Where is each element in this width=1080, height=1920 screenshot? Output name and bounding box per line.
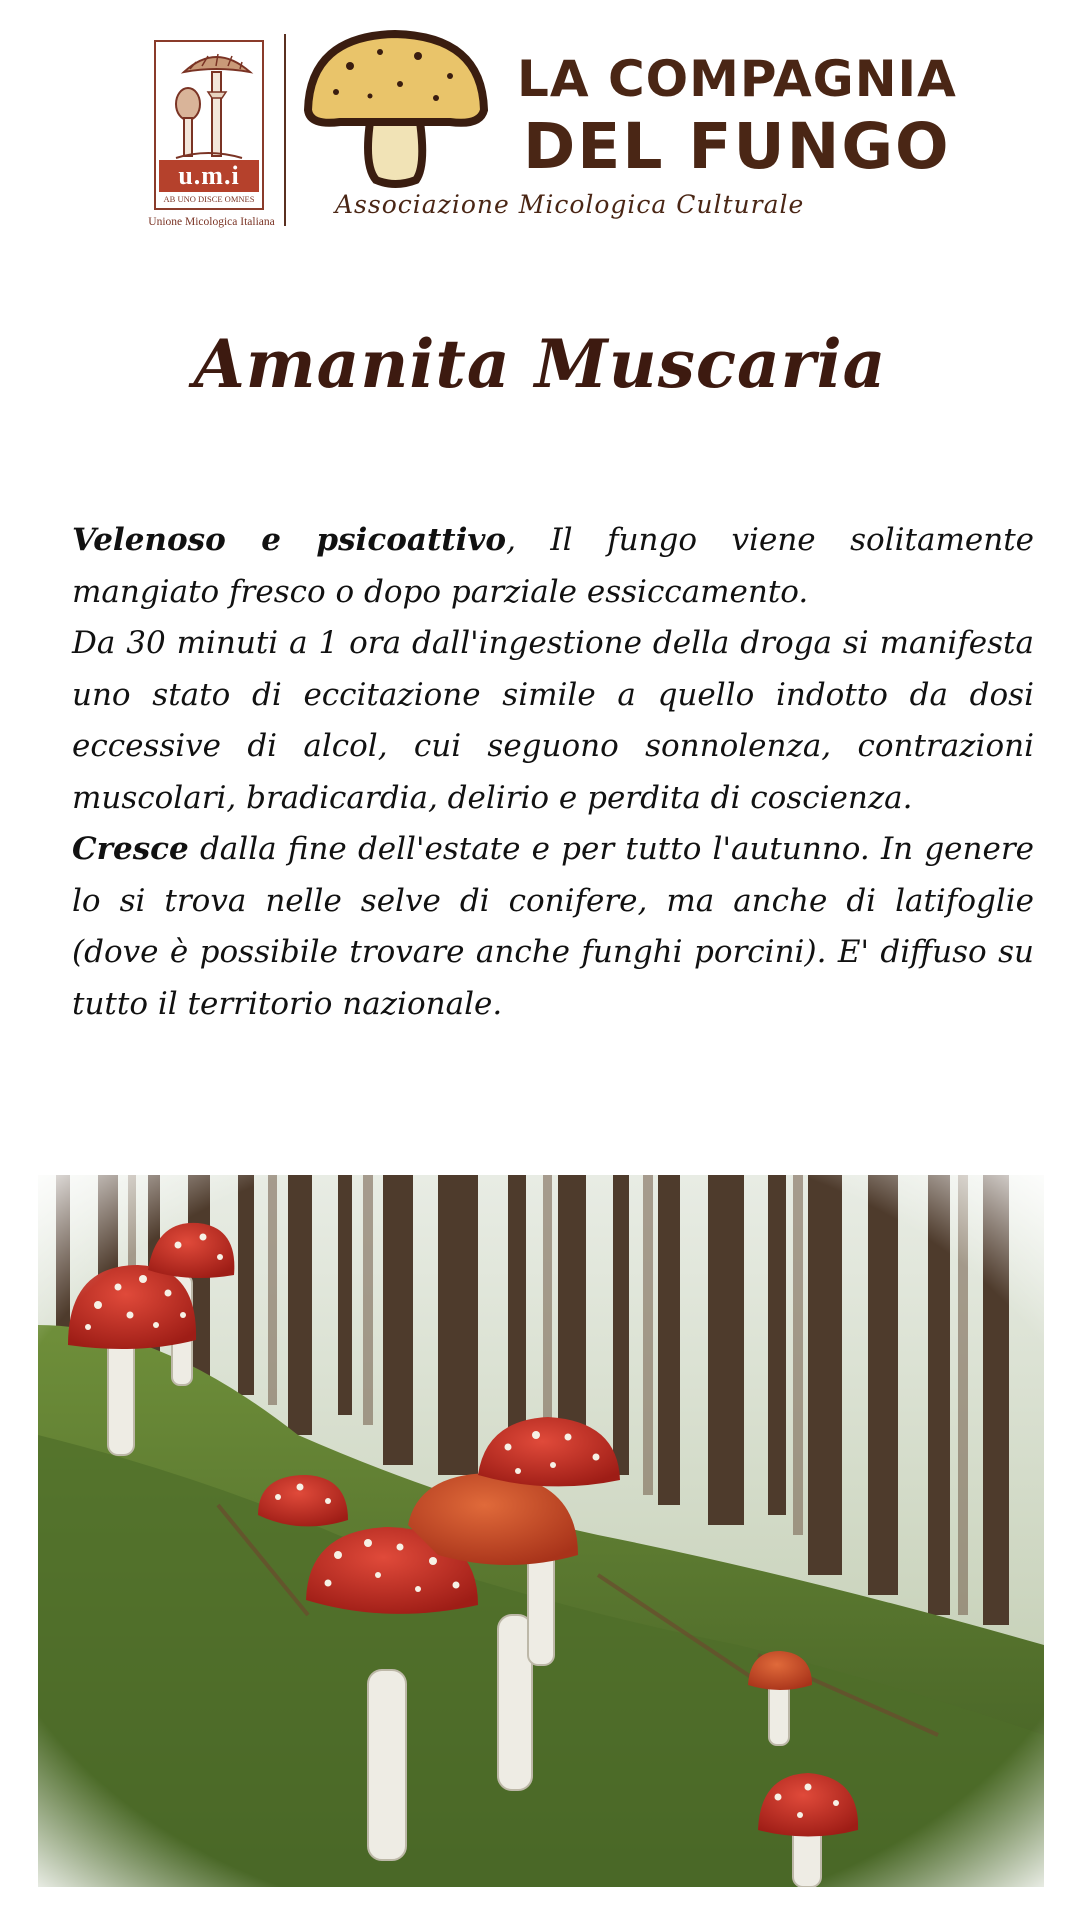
umi-letters: u.m.i xyxy=(159,160,259,192)
paragraph-effects: Da 30 minuti a 1 ora dall'ingestione della droga si manifesta uno stato di eccitazione simile a quello indotto da dosi eccessive di alcol, cui seguono sonnolenza, contrazioni muscolari, bradicardia, delirio e perdita di coscienza. xyxy=(72,625,1034,816)
page-title: Amanita Muscaria xyxy=(193,325,887,403)
paragraph-toxicity xyxy=(72,515,1034,618)
umi-motto: AB UNO DISCE OMNES xyxy=(163,194,255,204)
description xyxy=(72,515,1034,1030)
umi-logo xyxy=(144,32,279,232)
mushroom-photo xyxy=(38,1175,1044,1887)
brand-subtitle: Associazione Micologica Culturale xyxy=(335,190,805,219)
logo-divider xyxy=(284,34,286,226)
brand-title-line1: LA COMPAGNIA xyxy=(517,50,957,108)
habitat-label: Cresce xyxy=(72,831,189,867)
brand-title-line2: DEL FUNGO xyxy=(523,110,951,183)
toxicity-text: , Il fungo viene solitamente mangiato fresco o dopo parziale essiccamento. xyxy=(72,522,1034,610)
umi-caption: Unione Micologica Italiana xyxy=(148,216,275,228)
habitat-text: dalla fine dell'estate e per tutto l'autunno. In genere lo si trova nelle selve di conifere, ma anche di latifoglie (dove è possibile trovare anche funghi porcini). E' diffuso su tutto il territorio nazionale. xyxy=(72,831,1034,1022)
umi-logo-frame xyxy=(154,40,264,210)
header xyxy=(140,26,957,236)
fungo-mushroom-icon xyxy=(300,26,490,191)
toxicity-label: Velenoso e psicoattivo xyxy=(72,522,507,558)
umi-mushrooms-icon xyxy=(156,42,262,162)
paragraph-habitat xyxy=(72,824,1034,1030)
forest-illustration xyxy=(38,1175,1044,1887)
